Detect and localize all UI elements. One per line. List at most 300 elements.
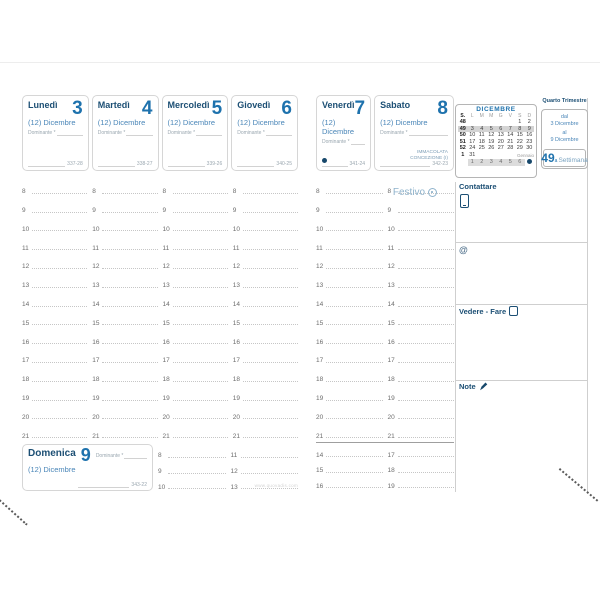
hour-slot [22,309,87,328]
hour-slot [92,290,157,309]
notes-title-text: Note [459,382,476,391]
hour-number: 11 [162,244,170,252]
day-name: Lunedì [28,100,58,110]
hour-number: 8 [92,188,96,196]
hour-slot [388,384,455,403]
hour-slot [233,346,298,365]
writing-line [102,400,157,401]
hour-slot [163,252,228,271]
hour-number: 21 [162,432,170,440]
hour-slot [92,365,157,384]
writing-line [326,381,383,382]
day-name: Mercoledì [167,100,210,110]
left-hours-grid [22,177,298,440]
hour-slot [233,421,298,440]
hour-slot [22,290,87,309]
writing-line [241,488,299,489]
hour-number: 8 [387,188,392,196]
writing-line [326,362,383,363]
writing-line [102,362,157,363]
writing-line [326,212,383,213]
hour-number: 16 [316,482,324,490]
contacts-section-title: Contattare [459,182,497,191]
hour-number: 18 [316,376,324,384]
hour-slot [22,403,87,422]
hour-slot [92,384,157,403]
writing-line [243,362,298,363]
day-number: 9 [80,445,91,466]
writing-line [32,306,87,307]
writing-line [173,437,228,438]
hour-number: 9 [92,207,96,215]
writing-line [326,249,383,250]
hour-number: 11 [316,244,323,252]
writing-line [409,130,448,136]
writing-line [102,343,157,344]
hour-number: 19 [92,395,100,403]
writing-line [32,268,87,269]
writing-line [102,268,157,269]
hour-slot [22,346,87,365]
writing-line [326,437,383,438]
month-line: (12) Dicembre [97,118,146,128]
hour-slot [316,196,383,215]
writing-line [326,418,383,419]
writing-line [243,249,298,250]
writing-line [102,306,157,307]
hour-number: 10 [92,225,100,233]
hour-slot [92,309,157,328]
hour-number: 12 [92,263,100,271]
hour-slot [163,177,228,196]
writing-line [243,343,298,344]
writing-line [78,483,129,488]
hour-number: 21 [232,432,240,440]
hour-slot [92,271,157,290]
monday-hours-column [22,177,87,440]
writing-line [102,287,157,288]
writing-line [173,230,228,231]
day-name: Venerdì [322,100,355,110]
hour-number: 19 [162,395,170,403]
hour-number: 11 [387,244,395,252]
hour-slot [22,215,87,234]
hour-number: 10 [387,225,395,233]
hour-number: 13 [387,282,395,290]
writing-line [173,343,228,344]
writing-line [326,230,383,231]
writing-line [243,230,298,231]
writing-line [398,287,455,288]
day-header-monday [22,95,89,171]
to-label: al [562,130,567,137]
writing-line [398,212,455,213]
holiday-name: IMMACOLATA CONCEZIONE (I) [410,150,448,162]
hour-slot [388,271,455,290]
hour-number: 12 [316,263,324,271]
hour-slot [388,475,455,490]
hour-number: 20 [22,413,30,421]
dominante-label: Dominante * [95,453,124,460]
writing-line [102,249,157,250]
hour-slot [163,403,228,422]
writing-line [326,400,383,401]
hour-number: 17 [22,357,30,365]
hour-number: 20 [387,413,395,421]
writing-line [168,488,226,489]
hour-number: 17 [316,357,324,365]
writing-line [243,381,298,382]
dominante-label: Dominante * [322,139,350,146]
hour-slot [233,365,298,384]
hour-number: 16 [316,338,324,346]
email-at-icon: @ [459,245,468,255]
writing-line [398,268,455,269]
hour-slot [163,309,228,328]
hour-slot [233,252,298,271]
right-page [316,95,454,495]
hour-number: 9 [158,468,162,475]
hour-slot [233,271,298,290]
quarter-title: Quarto Trimestre [542,98,587,104]
hour-number: 10 [232,225,240,233]
writing-line [173,306,228,307]
writing-line [32,287,87,288]
page-top-edge [0,62,600,63]
hour-slot [316,177,383,196]
hour-number: 15 [316,319,324,327]
left-day-headers [22,95,298,171]
hour-slot [22,365,87,384]
writing-line [32,193,87,194]
day-of-year: 343-22 [131,482,147,489]
hour-slot [92,346,157,365]
hour-slot [158,460,226,476]
hour-number: 10 [22,225,30,233]
hour-number: 9 [22,207,26,215]
hour-slot [316,444,383,459]
hour-number: 13 [22,282,30,290]
hour-number: 17 [162,357,170,365]
writing-line [173,193,228,194]
day-number: 5 [211,98,223,119]
writing-line [326,193,383,194]
sidebar-left-rule [455,182,456,492]
writing-line [102,418,157,419]
tuesday-hours-column [92,177,157,440]
writing-line [326,306,383,307]
day-name: Domenica [28,448,76,460]
hour-slot [316,271,383,290]
saturday-hours-column [388,177,455,440]
hour-number: 15 [232,319,240,327]
writing-line [326,324,383,325]
hour-number: 8 [232,188,237,196]
day-header-thursday [231,95,298,171]
hour-slot [316,365,383,384]
writing-line [32,381,87,382]
hour-slot [233,384,298,403]
hour-slot [163,215,228,234]
hour-number: 21 [387,432,395,440]
writing-line [32,343,87,344]
writing-line [102,324,157,325]
hour-slot [316,459,383,474]
hour-slot [233,233,298,252]
day-header-friday [316,95,371,171]
hour-slot [388,444,455,459]
mini-calendar [455,104,537,178]
hour-number: 18 [22,376,30,384]
writing-line [326,472,383,473]
hour-number: 13 [232,282,240,290]
writing-line [237,162,274,167]
festivo-label: Festivo [392,187,426,198]
hour-slot [163,421,228,440]
hour-slot [92,403,157,422]
hour-number: 15 [387,319,395,327]
hour-slot [316,215,383,234]
hour-number: 20 [92,413,100,421]
writing-line [241,473,299,474]
right-hours-grid [316,177,454,440]
hour-slot [22,196,87,215]
hour-slot [163,384,228,403]
hour-number: 11 [230,452,238,460]
hour-slot [158,444,226,460]
writing-line [326,287,383,288]
day-of-year: 340-25 [276,161,292,167]
day-of-year: 342-23 [432,161,448,167]
sidebar [455,98,588,492]
hour-slot [22,421,87,440]
dominante-label: Dominante * [167,130,196,137]
hour-number: 19 [316,395,324,403]
writing-line [243,193,298,194]
hour-number: 11 [232,244,240,252]
moon-phase-icon [322,158,327,163]
mini-calendar-month: DICEMBRE [476,106,516,113]
hour-number: 21 [316,432,324,440]
hour-slot [388,196,455,215]
hour-number: 14 [387,301,395,309]
hour-number: 19 [22,395,30,403]
writing-line [168,473,226,474]
writing-line [398,400,455,401]
day-of-year: 339-26 [206,161,223,167]
writing-line [173,381,228,382]
hour-number: 16 [92,338,100,346]
hour-number: 13 [230,483,238,491]
writing-line [102,212,157,213]
hour-slot [158,476,226,492]
section-divider [455,380,587,381]
hour-slot [388,403,455,422]
writing-line [102,437,157,438]
todo-section-title [459,306,518,316]
hour-number: 17 [92,357,100,365]
writing-line [243,306,298,307]
hour-number: 21 [22,432,30,440]
writing-line [398,418,455,419]
hour-slot [163,346,228,365]
hour-slot [316,475,383,490]
hour-number: 12 [232,263,240,271]
day-name: Sabato [380,100,411,110]
writing-line [398,230,455,231]
month-line: (12) Dicembre [380,118,428,128]
day-number: 6 [281,98,292,119]
hour-number: 14 [316,301,324,309]
hour-slot [316,290,383,309]
day-number: 3 [72,98,83,119]
hour-slot [231,444,299,460]
hour-slot [388,365,455,384]
hour-number: 12 [387,263,395,271]
writing-line [173,287,228,288]
week-ordinal: a [554,157,558,164]
hour-number: 10 [316,225,324,233]
writing-line [32,212,87,213]
day-header-tuesday [92,95,159,171]
hour-number: 21 [92,432,100,440]
writing-line [173,362,228,363]
hour-slot [388,252,455,271]
month-line: (12) Dicembre [28,118,76,128]
writing-line [32,437,87,438]
dominante-label: Dominante * [237,130,265,137]
writing-line [32,362,87,363]
wednesday-hours-column [163,177,228,440]
hour-number: 17 [387,451,395,459]
month-line: (12) Dicembre [167,118,216,128]
hour-slot [22,177,87,196]
from-date: 3 Dicembre [550,121,579,128]
week-range-box [541,109,588,169]
hour-number: 19 [387,395,395,403]
notes-section-title [459,382,488,391]
hour-number: 18 [162,376,170,384]
hour-slot [22,384,87,403]
hour-slot [92,327,157,346]
perforated-corner-left [0,492,28,526]
writing-line [168,162,205,167]
hour-number: 13 [162,282,170,290]
hour-number: 11 [22,244,29,252]
hour-number: 15 [162,319,170,327]
writing-line [326,268,383,269]
day-header-saturday [374,95,454,171]
writing-line [32,400,87,401]
writing-line [398,362,455,363]
hour-number: 14 [162,301,170,309]
hour-slot [233,177,298,196]
writing-line [173,249,228,250]
thursday-hours-column [233,177,298,440]
writing-line [243,287,298,288]
hour-slot [163,327,228,346]
writing-line [380,162,430,167]
festivo-note [376,187,454,198]
writing-line [398,324,455,325]
hour-slot [388,309,455,328]
from-label: dal [560,114,569,120]
writing-line [173,268,228,269]
writing-line [173,418,228,419]
writing-line [102,381,157,382]
hour-number: 9 [316,207,320,215]
writing-line [102,193,157,194]
hour-number: 8 [22,188,26,196]
hour-number: 16 [387,338,395,346]
hour-slot [316,233,383,252]
hour-number: 16 [22,338,30,346]
hour-slot [163,365,228,384]
hour-number: 18 [232,376,240,384]
writing-line [243,418,298,419]
hour-slot [316,346,383,365]
month-line: (12) Dicembre [28,465,76,475]
hour-number: 14 [316,451,324,459]
hour-slot [388,290,455,309]
writing-line [243,324,298,325]
writing-line [28,162,65,167]
hour-number: 12 [230,468,238,475]
hour-slot [316,309,383,328]
writing-line [32,324,87,325]
left-page [22,95,298,495]
hour-number: 14 [92,301,100,309]
writing-line [243,268,298,269]
hour-slot [231,460,299,476]
hour-number: 15 [316,467,324,475]
hour-slot [388,233,455,252]
sunday-divider-line [316,442,454,443]
day-header-sunday [22,444,153,491]
hour-slot [92,233,157,252]
sunday-hours-column [158,444,226,491]
writing-line [32,418,87,419]
day-name: Martedì [97,100,130,110]
section-divider [455,304,587,305]
hour-slot [163,271,228,290]
hour-number: 12 [162,263,170,271]
writing-line [173,400,228,401]
writing-line [32,230,87,231]
hour-slot [22,252,87,271]
writing-line [326,343,383,344]
hour-slot [316,252,383,271]
week-label: Settimana [558,156,588,164]
hour-number: 18 [387,467,395,475]
right-day-headers [316,95,454,171]
hour-slot [388,421,455,440]
hour-slot [22,271,87,290]
hour-number: 9 [162,207,167,215]
writing-line [326,487,383,488]
checkbox-icon [509,306,518,316]
hour-number: 14 [22,301,30,309]
hour-number: 20 [232,413,240,421]
sunday-hours-column [316,444,383,490]
month-line: (12) Dicembre [322,118,355,137]
dominante-label: Dominante * [380,130,408,137]
writing-line [398,306,455,307]
hour-number: 14 [232,301,240,309]
hour-number: 8 [316,188,320,196]
hour-slot [233,403,298,422]
day-of-year: 337-28 [67,161,83,167]
